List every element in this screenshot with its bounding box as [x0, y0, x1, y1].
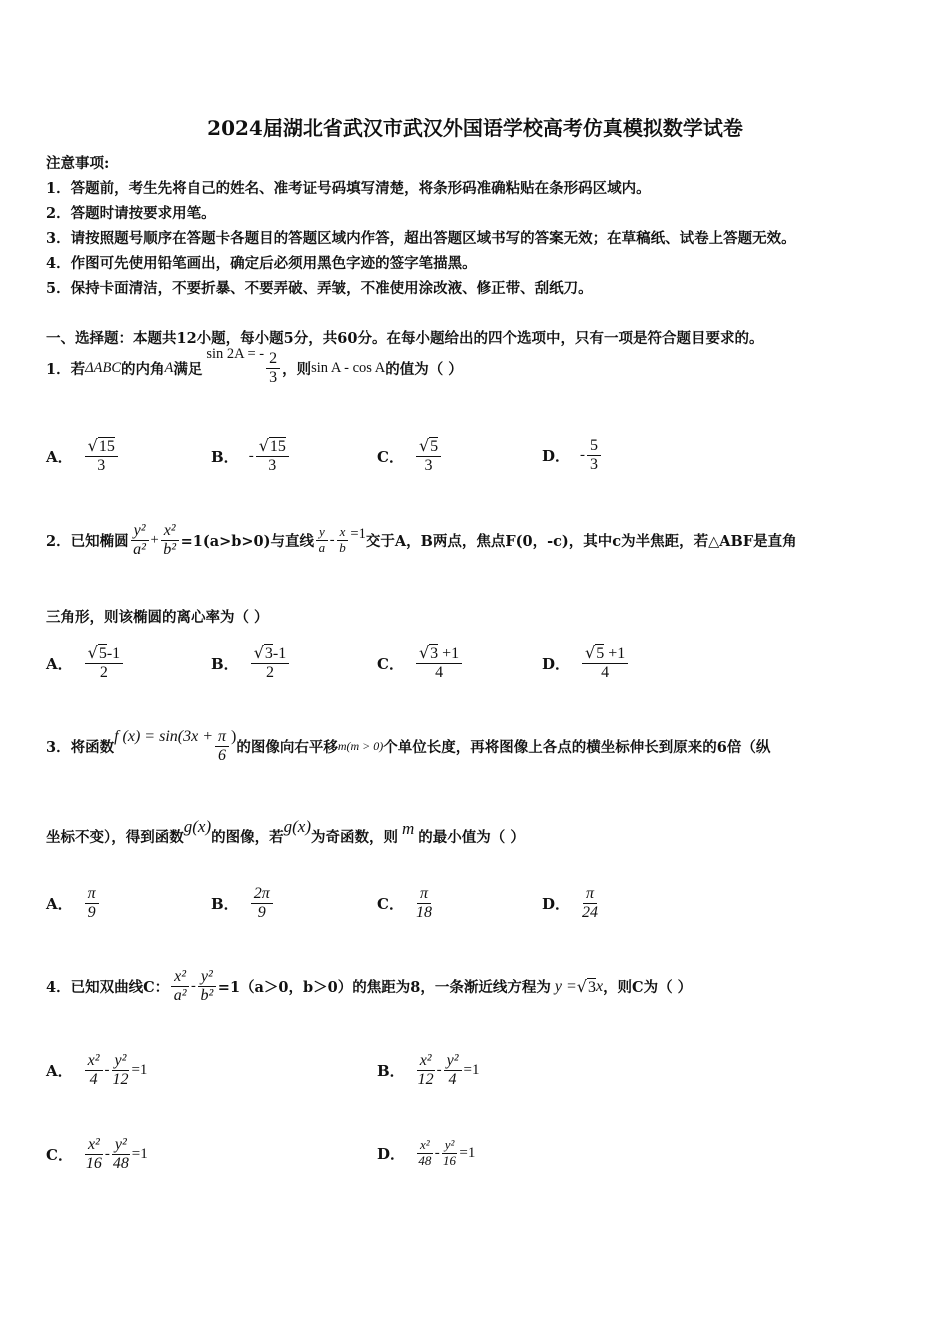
q2-option-a[interactable]: A． $\frac{√5-1}{2}$ [46, 644, 125, 683]
notice-item: 4．作图可先使用铅笔画出，确定后必须用黑色字迹的签字笔描黑。 [46, 255, 477, 272]
q1-expression: sin A - cos A [311, 360, 386, 377]
q3-option-c[interactable]: C． $\frac{\pi}{18}$ [377, 885, 432, 922]
q2-option-d[interactable]: D． $\frac{√5 +1}{4}$ [542, 644, 630, 683]
q2-text: 交于A，B两点，焦点F(0，-c)，其中c为半焦距，若△ABF是直角 [365, 533, 797, 551]
q3-text: 3．将函数 [46, 739, 115, 757]
q4-text: 4．已知双曲线C： [46, 979, 170, 997]
q1-text: 1．若 [46, 361, 86, 379]
notice-item: 3．请按照题号顺序在答题卡各题目的答题区域内作答，超出答题区域书写的答案无效；在草稿纸、试卷上答题无效。 [46, 230, 796, 247]
q3-option-d[interactable]: D． $\frac{\pi}{24}$ [542, 885, 599, 922]
notice-item: 2．答题时请按要求用笔。 [46, 205, 216, 222]
q1-fraction: $\frac{2}{3}$ [266, 350, 280, 388]
q3-m: m(m > 0) [337, 739, 384, 754]
question-3: 3．将函数 f (x) = sin(3x + $\frac{\pi}{6}$ ) 的图像向右平移 m(m > 0) 个单位长度，再将图像上各点的横坐标伸长到原来的6倍（纵 [46, 727, 771, 765]
q2-text: =1(a>b>0)与直线 [180, 533, 314, 551]
q3-option-b[interactable]: B． $\frac{2\pi}{9}$ [211, 885, 275, 923]
q3-fraction: $\frac{\pi}{6}$ [215, 728, 229, 766]
q3-function: f (x) = sin(3x + [114, 727, 213, 745]
q2-option-c[interactable]: C． $\frac{√3 +1}{4}$ [377, 644, 464, 683]
q2-option-b[interactable]: B． $\frac{√3-1}{2}$ [211, 644, 291, 683]
question-1 [46, 346, 463, 388]
q3-text-line2: 坐标不变），得到函数 g(x) 的图像，若 g(x) 为奇函数，则 m 的最小值为（ ） [46, 816, 525, 846]
asymptote: y = [554, 977, 577, 995]
q1-option-b[interactable]: B． - $\frac{√15}{3}$ [211, 437, 291, 476]
angle-a: A [164, 360, 174, 377]
q3-text: 的图像向右平移 [236, 739, 338, 757]
q3-option-a[interactable]: A． $\frac{\pi}{9}$ [46, 885, 101, 923]
question-4: 4．已知双曲线C： $\frac{\text{x²}}{\text{a²}}$ - $\frac{\text{y²}}{\text{b²}}$ =1（a＞0，b＞0）的焦距为8，一条渐近线方程为 y = √3 x ，则C为（ ） [46, 968, 693, 1005]
ellipse-term: $\frac{\text{x²}}{\text{b²}}$ [161, 522, 179, 560]
q1-text: ，则 [282, 361, 312, 379]
q1-option-c[interactable]: C． $\frac{√5}{3}$ [377, 437, 443, 476]
line-term: $\frac{y}{a}$ [316, 525, 328, 556]
question-2: 2．已知椭圆 $\frac{\text{y²}}{\text{a²}}$ + $\frac{\text{x²}}{\text{b²}}$ =1(a>b>0)与直线 $\frac{y}{a}$ - $\frac{x}{b}$ =1 交于A，B两点，焦点F(0，-c)，其中c为半焦距，若△ABF是直角 [46, 522, 797, 559]
q3-text: 个单位长度，再将图像上各点的横坐标伸长到原来的6倍（纵 [383, 739, 771, 757]
section-heading: 一、选择题：本题共12小题，每小题5分，共60分。在每小题给出的四个选项中，只有一项是符合题目要求的。 [46, 330, 764, 347]
q1-text: 的内角 [121, 361, 165, 379]
q4-text: ，则C为（ ） [603, 979, 693, 997]
q4-text: =1（a＞0，b＞0）的焦距为8，一条渐近线方程为 [217, 979, 551, 997]
q4-option-c[interactable]: C． $\frac{\text{x²}}{16}$ - $\frac{\text{y²}}{48}$ =1 [46, 1136, 148, 1173]
line-term: $\frac{x}{b}$ [337, 525, 349, 556]
ellipse-term: $\frac{\text{y²}}{\text{a²}}$ [131, 522, 149, 560]
q4-option-b[interactable]: B． $\frac{\text{x²}}{12}$ - $\frac{\text{y²}}{4}$ =1 [377, 1052, 480, 1089]
q1-option-a[interactable]: A． $\frac{√15}{3}$ [46, 437, 120, 476]
q1-option-d[interactable]: D． - $\frac{5}{3}$ [542, 437, 603, 475]
page-title: 2024届湖北省武汉市武汉外国语学校高考仿真模拟数学试卷 [207, 116, 743, 140]
q2-text: 2．已知椭圆 [46, 533, 129, 551]
notice-heading: 注意事项: [46, 155, 110, 172]
q1-text: 的值为（ ） [385, 361, 463, 379]
q4-option-a[interactable]: A． $\frac{\text{x²}}{4}$ - $\frac{\text{y²}}{12}$ =1 [46, 1052, 148, 1089]
notice-item: 1．答题前，考生先将自己的姓名、准考证号码填写清楚，将条形码准确粘贴在条形码区域内。 [46, 180, 651, 197]
q4-option-d[interactable]: D． $\frac{\text{x²}}{48}$ - $\frac{\text{y²}}{16}$ =1 [377, 1137, 476, 1168]
hyperbola-term: $\frac{\text{y²}}{\text{b²}}$ [198, 968, 216, 1006]
q2-text-line2: 三角形，则该椭圆的离心率为（ ） [46, 609, 269, 626]
q1-condition: sin 2A = - [206, 346, 265, 363]
notice-item: 5．保持卡面清洁，不要折暴、不要弄破、弄皱，不准使用涂改液、修正带、刮纸刀。 [46, 280, 593, 297]
q1-text: 满足 [173, 361, 203, 379]
triangle-abc: ΔABC [85, 360, 121, 377]
hyperbola-term: $\frac{\text{x²}}{\text{a²}}$ [171, 968, 189, 1006]
